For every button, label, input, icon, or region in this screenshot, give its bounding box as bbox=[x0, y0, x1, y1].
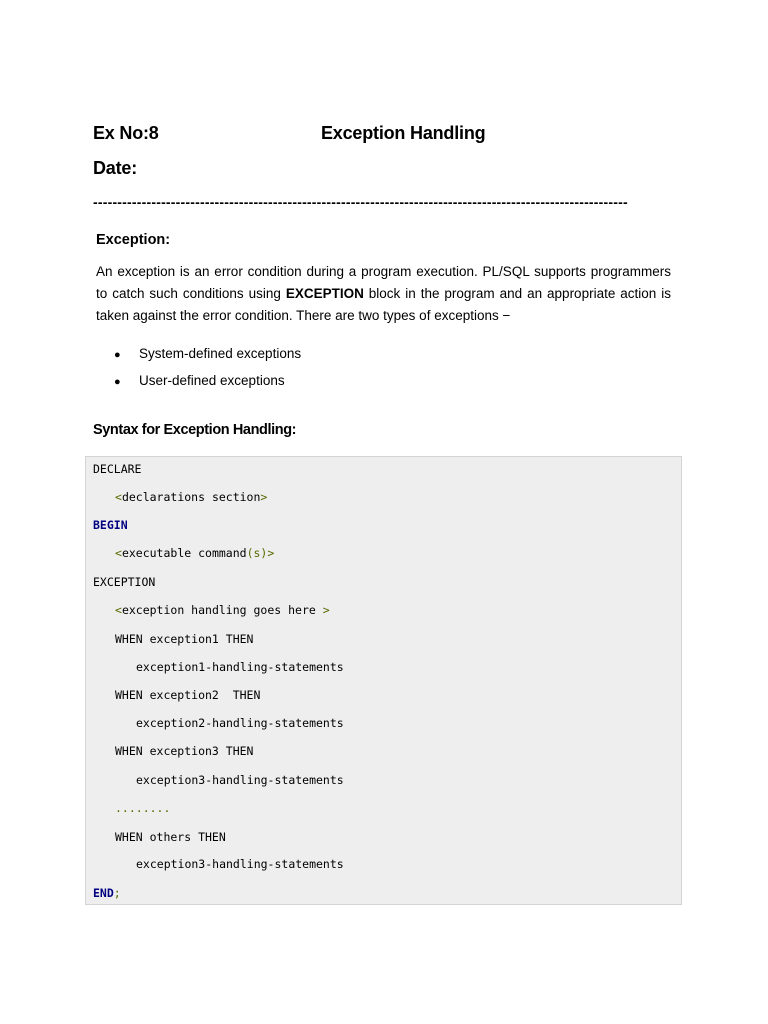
bullet-icon: ● bbox=[114, 376, 121, 388]
bullet-icon: ● bbox=[114, 349, 121, 361]
list-item bbox=[114, 373, 285, 388]
list-item-label: User-defined exceptions bbox=[139, 373, 285, 388]
code-line: BEGIN bbox=[93, 518, 128, 532]
divider-line: -------------------------------------------------------------------------------------------------------------- bbox=[93, 194, 628, 210]
code-line: exception2-handling-statements bbox=[136, 716, 344, 730]
intro-text-keyword: EXCEPTION bbox=[285, 286, 364, 301]
code-line: WHEN exception3 THEN bbox=[115, 744, 254, 758]
exercise-number: Ex No:8 bbox=[93, 123, 159, 143]
code-line: exception3-handling-statements bbox=[136, 773, 344, 787]
code-line: WHEN exception2 THEN bbox=[115, 688, 261, 702]
code-line: EXCEPTION bbox=[93, 575, 156, 589]
syntax-heading: Syntax for Exception Handling: bbox=[93, 422, 297, 438]
code-line: WHEN others THEN bbox=[115, 830, 226, 844]
code-line: exception1-handling-statements bbox=[136, 660, 344, 674]
list-item-label: System-defined exceptions bbox=[139, 346, 302, 361]
intro-text-part1: An exception is an error condition during a program execution. PL/SQL supports programmers to catch such conditions using bbox=[96, 264, 671, 301]
page-title: Exception Handling bbox=[321, 123, 486, 143]
code-line: <exception handling goes here > bbox=[115, 603, 330, 617]
intro-text-part2: block in the program and an appropriate action is taken against the error condition. There are two types of exceptions − bbox=[96, 286, 671, 323]
code-line: DECLARE bbox=[93, 462, 142, 476]
code-line: END; bbox=[93, 886, 121, 900]
code-line: WHEN exception1 THEN bbox=[115, 632, 254, 646]
code-line: ........ bbox=[115, 801, 171, 815]
list-item bbox=[114, 346, 301, 361]
intro-paragraph bbox=[96, 261, 671, 327]
code-block bbox=[85, 456, 682, 905]
code-line: exception3-handling-statements bbox=[136, 857, 344, 871]
code-line: <declarations section> bbox=[115, 490, 268, 504]
date-label: Date: bbox=[93, 158, 138, 178]
code-line: <executable command(s)> bbox=[115, 546, 275, 560]
section-heading: Exception: bbox=[96, 232, 171, 248]
